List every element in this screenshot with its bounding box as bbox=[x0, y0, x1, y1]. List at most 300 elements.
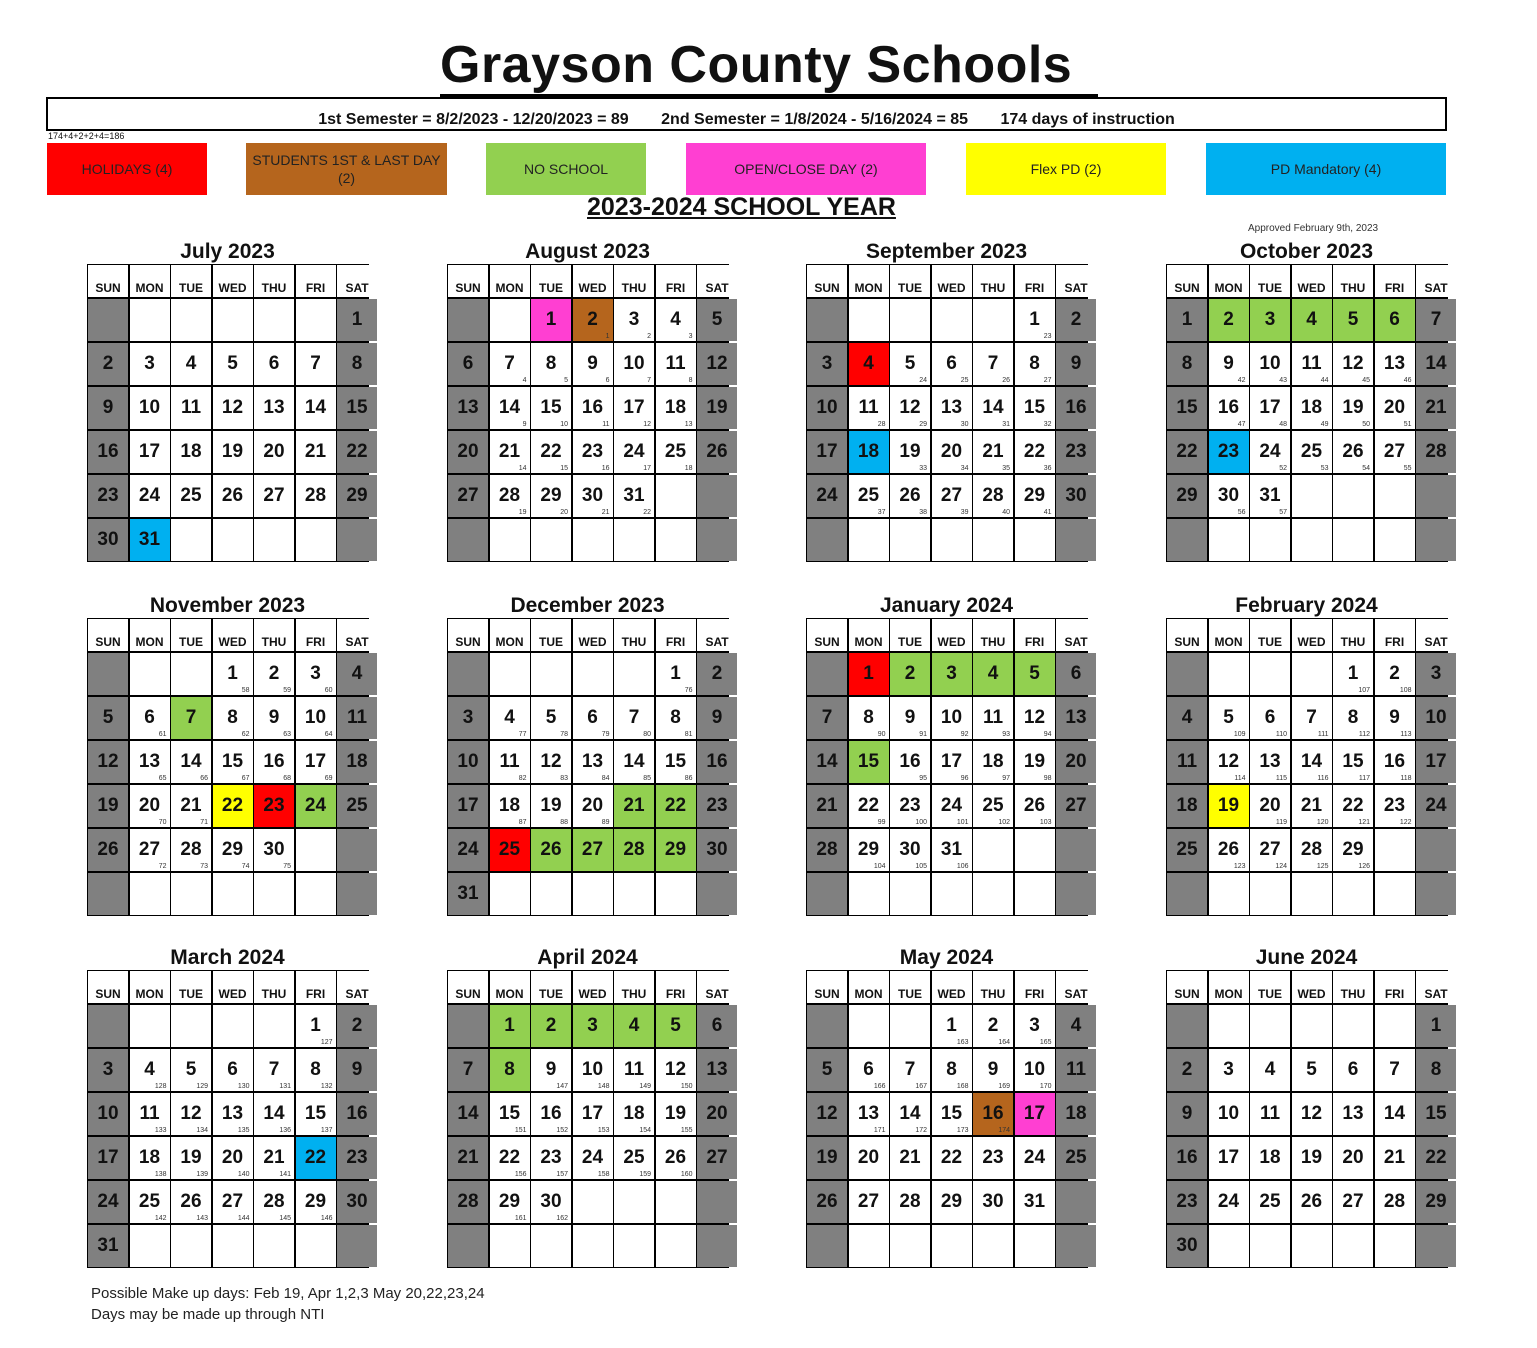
weekday-header: THU bbox=[973, 265, 1013, 297]
day-number: 29 bbox=[304, 1190, 327, 1212]
day-cell bbox=[1375, 1137, 1415, 1180]
weekday-header: SAT bbox=[697, 265, 737, 297]
day-number: 15 bbox=[346, 396, 368, 418]
day-number: 16 bbox=[581, 396, 604, 418]
day-number: 17 bbox=[1217, 1146, 1240, 1168]
weekday-header: SUN bbox=[807, 971, 847, 1003]
empty-cell bbox=[130, 1005, 170, 1048]
day-cell bbox=[254, 343, 294, 386]
day-cell bbox=[88, 697, 128, 740]
day-number: 16 bbox=[982, 1102, 1004, 1124]
empty-cell bbox=[973, 299, 1013, 342]
day-number: 11 bbox=[1176, 750, 1198, 772]
day-number: 12 bbox=[706, 352, 728, 374]
weekday-header: SAT bbox=[337, 619, 377, 651]
day-cell bbox=[1209, 741, 1249, 784]
weekday-header: MON bbox=[130, 971, 170, 1003]
empty-cell bbox=[254, 1225, 294, 1268]
weekday-header: WED bbox=[1292, 265, 1332, 297]
weekday-header: THU bbox=[973, 619, 1013, 651]
empty-cell bbox=[171, 653, 211, 696]
instruction-day-count: 103 bbox=[1039, 819, 1052, 826]
instruction-day-count: 163 bbox=[956, 1039, 969, 1046]
day-cell bbox=[1250, 697, 1290, 740]
day-number: 1 bbox=[504, 1014, 515, 1036]
day-cell bbox=[1209, 697, 1249, 740]
day-cell bbox=[1015, 475, 1055, 518]
day-number: 23 bbox=[263, 794, 285, 816]
day-number: 12 bbox=[1300, 1102, 1323, 1124]
day-number: 20 bbox=[457, 440, 479, 462]
day-cell bbox=[171, 387, 211, 430]
day-cell bbox=[490, 431, 530, 474]
empty-cell bbox=[531, 519, 571, 562]
empty-cell bbox=[490, 519, 530, 562]
day-number: 11 bbox=[139, 1102, 160, 1124]
day-number: 26 bbox=[1300, 1190, 1323, 1212]
instruction-day-count: 170 bbox=[1039, 1083, 1052, 1090]
day-number: 14 bbox=[1300, 750, 1323, 772]
day-number: 9 bbox=[268, 706, 280, 728]
month-title: December 2023 bbox=[510, 594, 665, 617]
instruction-day-count: 61 bbox=[158, 731, 167, 738]
day-number: 12 bbox=[97, 750, 119, 772]
day-number: 18 bbox=[1300, 396, 1323, 418]
day-number: 3 bbox=[310, 662, 321, 684]
day-number: 22 bbox=[498, 1146, 521, 1168]
day-number: 7 bbox=[462, 1058, 474, 1080]
instruction-day-count: 6 bbox=[605, 377, 610, 384]
day-number: 3 bbox=[821, 352, 833, 374]
day-cell bbox=[849, 1181, 889, 1224]
weekday-header: TUE bbox=[171, 265, 211, 297]
day-cell bbox=[614, 1049, 654, 1092]
day-number: 5 bbox=[904, 352, 916, 374]
weekday-header: SUN bbox=[1167, 265, 1207, 297]
day-cell bbox=[1056, 343, 1096, 386]
empty-cell bbox=[88, 1005, 128, 1048]
day-number: 4 bbox=[185, 352, 197, 374]
instruction-day-count: 104 bbox=[873, 863, 886, 870]
empty-cell bbox=[1333, 1005, 1373, 1048]
instruction-day-count: 30 bbox=[960, 421, 969, 428]
empty-cell bbox=[171, 519, 211, 562]
instruction-day-count: 42 bbox=[1237, 377, 1246, 384]
instruction-day-count: 141 bbox=[279, 1171, 291, 1178]
empty-cell bbox=[213, 299, 253, 342]
empty-cell bbox=[573, 653, 613, 696]
day-cell bbox=[171, 785, 211, 828]
day-number: 9 bbox=[1223, 352, 1234, 374]
weekday-header: FRI bbox=[1015, 619, 1055, 651]
weekday-header: SUN bbox=[88, 265, 128, 297]
weekday-header: THU bbox=[254, 619, 294, 651]
weekday-header: SAT bbox=[337, 971, 377, 1003]
instruction-day-count: 168 bbox=[956, 1083, 969, 1090]
day-number: 19 bbox=[1300, 1146, 1323, 1168]
day-number: 5 bbox=[1347, 308, 1359, 330]
day-cell bbox=[573, 741, 613, 784]
day-number: 6 bbox=[1389, 308, 1400, 330]
weekday-header: FRI bbox=[656, 265, 696, 297]
day-cell bbox=[1015, 785, 1055, 828]
day-number: 5 bbox=[1306, 1058, 1317, 1080]
instruction-day-count: 133 bbox=[154, 1127, 167, 1134]
day-number: 10 bbox=[940, 706, 963, 728]
instruction-day-count: 115 bbox=[1275, 775, 1287, 782]
day-number: 27 bbox=[581, 838, 604, 860]
day-cell bbox=[130, 475, 170, 518]
empty-cell bbox=[88, 873, 128, 916]
instruction-day-count: 45 bbox=[1362, 377, 1370, 384]
day-cell bbox=[1015, 299, 1055, 342]
day-cell bbox=[130, 519, 170, 562]
instruction-day-count: 40 bbox=[1002, 509, 1010, 516]
instruction-day-count: 63 bbox=[283, 731, 291, 738]
day-number: 20 bbox=[263, 440, 285, 462]
day-cell bbox=[697, 653, 737, 696]
day-cell bbox=[490, 829, 530, 872]
day-cell bbox=[337, 741, 377, 784]
day-number: 1 bbox=[227, 662, 238, 684]
empty-cell bbox=[1250, 1225, 1290, 1268]
day-number: 18 bbox=[982, 750, 1004, 772]
day-cell bbox=[254, 1049, 294, 1092]
day-cell bbox=[807, 475, 847, 518]
weekday-header: WED bbox=[1292, 971, 1332, 1003]
legend-item bbox=[486, 143, 646, 195]
day-number: 3 bbox=[1430, 662, 1442, 684]
day-number: 27 bbox=[940, 484, 963, 506]
day-number: 5 bbox=[1029, 662, 1040, 684]
day-cell bbox=[1333, 1181, 1373, 1224]
day-number: 22 bbox=[1176, 440, 1198, 462]
instruction-day-count: 10 bbox=[560, 421, 568, 428]
day-number: 1 bbox=[1029, 308, 1040, 330]
day-cell bbox=[614, 475, 654, 518]
day-cell bbox=[973, 475, 1013, 518]
day-cell bbox=[890, 343, 930, 386]
day-cell bbox=[531, 829, 571, 872]
day-cell bbox=[573, 1005, 613, 1048]
day-cell bbox=[337, 1049, 377, 1092]
day-cell bbox=[973, 1181, 1013, 1224]
instruction-day-count: 32 bbox=[1043, 421, 1052, 428]
day-cell bbox=[531, 1181, 571, 1224]
day-cell bbox=[1292, 1093, 1332, 1136]
instruction-day-count: 88 bbox=[560, 819, 568, 826]
day-number: 18 bbox=[623, 1102, 645, 1124]
weekday-header: THU bbox=[1333, 619, 1373, 651]
instruction-day-count: 111 bbox=[1317, 731, 1329, 738]
day-cell bbox=[337, 343, 377, 386]
empty-cell bbox=[807, 299, 847, 342]
day-number: 11 bbox=[665, 352, 686, 374]
weekday-header: WED bbox=[573, 971, 613, 1003]
day-cell bbox=[296, 741, 336, 784]
empty-cell bbox=[254, 873, 294, 916]
day-number: 18 bbox=[1259, 1146, 1281, 1168]
day-cell bbox=[890, 431, 930, 474]
day-number: 20 bbox=[1383, 396, 1406, 418]
day-number: 22 bbox=[540, 440, 562, 462]
day-cell bbox=[849, 653, 889, 696]
month-title: May 2024 bbox=[899, 946, 994, 969]
empty-cell bbox=[130, 1225, 170, 1268]
day-number: 9 bbox=[987, 1058, 999, 1080]
day-cell bbox=[573, 1137, 613, 1180]
day-number: 31 bbox=[1023, 1190, 1046, 1212]
empty-cell bbox=[807, 1225, 847, 1268]
day-cell bbox=[697, 1093, 737, 1136]
empty-cell bbox=[1292, 1005, 1332, 1048]
month-grid bbox=[1166, 618, 1448, 916]
day-number: 15 bbox=[1023, 396, 1046, 418]
day-cell bbox=[1167, 1181, 1207, 1224]
day-number: 14 bbox=[180, 750, 202, 772]
instruction-day-count: 80 bbox=[643, 731, 651, 738]
day-cell bbox=[531, 387, 571, 430]
empty-cell bbox=[932, 873, 972, 916]
day-cell bbox=[1292, 1049, 1332, 1092]
day-number: 10 bbox=[304, 706, 327, 728]
day-cell bbox=[296, 1093, 336, 1136]
instruction-day-count: 98 bbox=[1043, 775, 1052, 782]
day-cell bbox=[849, 431, 889, 474]
instruction-day-count: 31 bbox=[1002, 421, 1010, 428]
empty-cell bbox=[448, 299, 488, 342]
instruction-day-count: 87 bbox=[518, 819, 527, 826]
day-cell bbox=[849, 475, 889, 518]
day-number: 13 bbox=[706, 1058, 728, 1080]
day-number: 11 bbox=[180, 396, 202, 418]
day-number: 24 bbox=[97, 1190, 119, 1212]
empty-cell bbox=[1015, 519, 1055, 562]
instruction-day-count: 116 bbox=[1317, 775, 1329, 782]
day-number: 10 bbox=[816, 396, 838, 418]
day-cell bbox=[1015, 1005, 1055, 1048]
nti-note: Days may be made up through NTI bbox=[91, 1306, 325, 1323]
weekday-header: MON bbox=[849, 265, 889, 297]
day-cell bbox=[531, 343, 571, 386]
empty-cell bbox=[614, 1181, 654, 1224]
day-number: 15 bbox=[1425, 1102, 1447, 1124]
day-cell bbox=[973, 431, 1013, 474]
day-cell bbox=[88, 475, 128, 518]
day-number: 21 bbox=[498, 440, 521, 462]
day-number: 8 bbox=[1181, 352, 1193, 374]
day-cell bbox=[1333, 697, 1373, 740]
instruction-day-count: 129 bbox=[196, 1083, 208, 1090]
instruction-day-count: 138 bbox=[154, 1171, 167, 1178]
day-cell bbox=[1333, 343, 1373, 386]
day-cell bbox=[448, 873, 488, 916]
day-number: 24 bbox=[940, 794, 963, 816]
empty-cell bbox=[130, 299, 170, 342]
day-number: 21 bbox=[263, 1146, 285, 1168]
instruction-day-count: 86 bbox=[684, 775, 693, 782]
weekday-header: WED bbox=[1292, 619, 1332, 651]
instruction-day-count: 37 bbox=[877, 509, 886, 516]
day-number: 27 bbox=[263, 484, 285, 506]
instruction-day-count: 174 bbox=[998, 1127, 1010, 1134]
weekday-header: SUN bbox=[448, 619, 488, 651]
day-number: 30 bbox=[581, 484, 604, 506]
day-number: 26 bbox=[221, 484, 244, 506]
day-number: 1 bbox=[1430, 1014, 1442, 1036]
empty-cell bbox=[254, 519, 294, 562]
day-cell bbox=[130, 1137, 170, 1180]
instruction-day-count: 95 bbox=[919, 775, 927, 782]
day-cell bbox=[849, 741, 889, 784]
day-number: 3 bbox=[1029, 1014, 1040, 1036]
instruction-day-count: 124 bbox=[1275, 863, 1287, 870]
day-number: 16 bbox=[1065, 396, 1087, 418]
weekday-header: WED bbox=[932, 971, 972, 1003]
day-cell bbox=[1416, 785, 1456, 828]
day-cell bbox=[213, 829, 253, 872]
instruction-day-count: 172 bbox=[915, 1127, 927, 1134]
day-cell bbox=[656, 1093, 696, 1136]
weekday-header: THU bbox=[614, 265, 654, 297]
day-cell bbox=[890, 387, 930, 430]
day-number: 21 bbox=[899, 1146, 921, 1168]
day-cell bbox=[1333, 785, 1373, 828]
legend-label: PD Mandatory (4) bbox=[1270, 161, 1382, 177]
instruction-day-count: 58 bbox=[241, 687, 250, 694]
weekday-header: THU bbox=[1333, 265, 1373, 297]
day-number: 2 bbox=[545, 1014, 557, 1036]
day-cell bbox=[1250, 1181, 1290, 1224]
day-cell bbox=[1416, 653, 1456, 696]
empty-cell bbox=[1416, 829, 1456, 872]
day-cell bbox=[890, 1049, 930, 1092]
empty-cell bbox=[171, 1005, 211, 1048]
day-number: 15 bbox=[1342, 750, 1364, 772]
instruction-day-count: 33 bbox=[919, 465, 927, 472]
weekday-header: WED bbox=[213, 265, 253, 297]
empty-cell bbox=[531, 653, 571, 696]
day-number: 10 bbox=[581, 1058, 604, 1080]
day-number: 4 bbox=[1264, 1058, 1276, 1080]
day-number: 29 bbox=[346, 484, 368, 506]
instruction-day-count: 1 bbox=[605, 333, 610, 340]
day-cell bbox=[1250, 475, 1290, 518]
day-number: 23 bbox=[1065, 440, 1087, 462]
day-number: 26 bbox=[706, 440, 728, 462]
day-cell bbox=[1375, 653, 1415, 696]
instruction-day-count: 102 bbox=[998, 819, 1010, 826]
day-number: 29 bbox=[1176, 484, 1198, 506]
weekday-header: SAT bbox=[337, 265, 377, 297]
day-cell bbox=[1167, 431, 1207, 474]
day-cell bbox=[254, 829, 294, 872]
day-number: 19 bbox=[1217, 794, 1240, 816]
day-number: 19 bbox=[540, 794, 562, 816]
day-cell bbox=[531, 697, 571, 740]
day-cell bbox=[1015, 431, 1055, 474]
day-cell bbox=[890, 829, 930, 872]
day-number: 25 bbox=[1176, 838, 1198, 860]
day-cell bbox=[573, 785, 613, 828]
day-cell bbox=[448, 1093, 488, 1136]
empty-cell bbox=[88, 653, 128, 696]
day-number: 12 bbox=[540, 750, 562, 772]
day-number: 9 bbox=[1389, 706, 1400, 728]
day-cell bbox=[1209, 1049, 1249, 1092]
day-number: 25 bbox=[498, 838, 521, 860]
weekday-header: TUE bbox=[1250, 265, 1290, 297]
day-cell bbox=[213, 343, 253, 386]
day-cell bbox=[213, 697, 253, 740]
instruction-day-count: 23 bbox=[1043, 333, 1052, 340]
instruction-day-count: 46 bbox=[1403, 377, 1412, 384]
weekday-header: MON bbox=[490, 619, 530, 651]
day-number: 31 bbox=[97, 1234, 119, 1256]
day-number: 16 bbox=[899, 750, 921, 772]
day-cell bbox=[656, 697, 696, 740]
day-number: 17 bbox=[581, 1102, 604, 1124]
empty-cell bbox=[1250, 873, 1290, 916]
day-cell bbox=[807, 785, 847, 828]
day-number: 11 bbox=[499, 750, 520, 772]
day-number: 21 bbox=[457, 1146, 479, 1168]
day-number: 11 bbox=[1259, 1102, 1281, 1124]
instruction-day-count: 160 bbox=[680, 1171, 693, 1178]
day-cell bbox=[1333, 1093, 1373, 1136]
instruction-day-count: 65 bbox=[158, 775, 167, 782]
day-cell bbox=[973, 343, 1013, 386]
day-cell bbox=[254, 475, 294, 518]
day-cell bbox=[807, 1181, 847, 1224]
day-number: 23 bbox=[346, 1146, 368, 1168]
instruction-day-count: 72 bbox=[158, 863, 167, 870]
day-cell bbox=[337, 299, 377, 342]
empty-cell bbox=[656, 475, 696, 518]
weekday-header: TUE bbox=[531, 971, 571, 1003]
day-number: 25 bbox=[664, 440, 687, 462]
empty-cell bbox=[1375, 1005, 1415, 1048]
day-number: 10 bbox=[623, 352, 645, 374]
empty-cell bbox=[573, 519, 613, 562]
empty-cell bbox=[1375, 519, 1415, 562]
day-cell bbox=[614, 785, 654, 828]
weekday-header: SUN bbox=[448, 971, 488, 1003]
empty-cell bbox=[932, 519, 972, 562]
day-number: 8 bbox=[1347, 706, 1359, 728]
weekday-header: SUN bbox=[1167, 619, 1207, 651]
day-cell bbox=[490, 1181, 530, 1224]
day-cell bbox=[1416, 431, 1456, 474]
day-number: 22 bbox=[1342, 794, 1364, 816]
day-cell bbox=[890, 475, 930, 518]
day-cell bbox=[531, 1137, 571, 1180]
day-cell bbox=[1292, 387, 1332, 430]
day-cell bbox=[656, 741, 696, 784]
weekday-header: MON bbox=[130, 619, 170, 651]
day-number: 8 bbox=[545, 352, 557, 374]
empty-cell bbox=[213, 1225, 253, 1268]
day-cell bbox=[1209, 475, 1249, 518]
month-grid bbox=[806, 970, 1088, 1268]
day-cell bbox=[171, 343, 211, 386]
day-cell bbox=[697, 387, 737, 430]
instruction-day-count: 36 bbox=[1043, 465, 1052, 472]
day-number: 19 bbox=[1342, 396, 1364, 418]
day-number: 26 bbox=[97, 838, 119, 860]
instruction-day-count: 64 bbox=[324, 731, 333, 738]
day-number: 28 bbox=[180, 838, 202, 860]
